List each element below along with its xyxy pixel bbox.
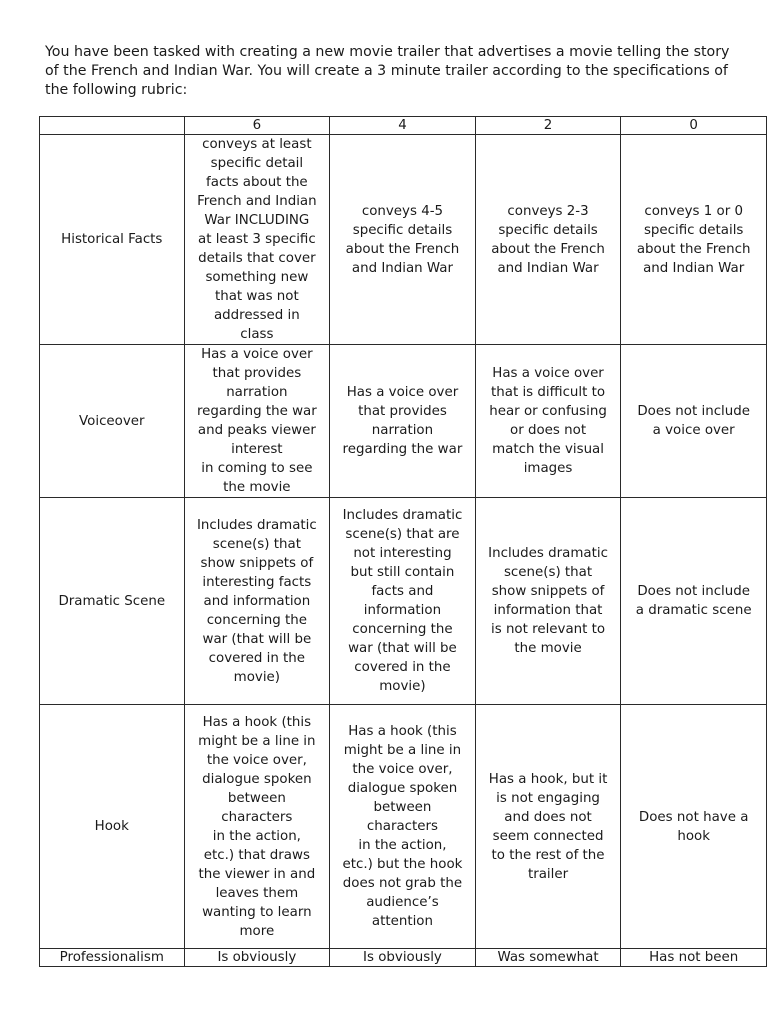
cell-text-line: Was somewhat [497, 950, 599, 965]
rubric-cell-score-0 [621, 705, 767, 949]
rubric-cell-score-2 [475, 949, 621, 967]
cell-text-line: Includes dramatic [196, 517, 317, 533]
cell-text-line: that was not [214, 289, 299, 304]
cell-text-line: French and Indian [197, 194, 317, 209]
cell-text-line: information [363, 603, 442, 618]
cell-text-line: specific details [498, 222, 598, 238]
criterion-label: Historical Facts [40, 135, 185, 345]
rubric-cell-score-2 [475, 345, 621, 498]
cell-text-line: might be a line in [343, 743, 462, 758]
cell-text-line: does not grab the [342, 876, 463, 891]
criterion-label: Hook [40, 705, 185, 949]
cell-text-line: Has a voice over [346, 385, 459, 400]
cell-text-line: seem connected [492, 828, 604, 844]
intro-line: of the French and Indian War. You will create a 3 minute trailer according to the specifications of [45, 63, 728, 79]
rubric-cell-score-0 [621, 345, 767, 498]
cell-text-line: about the French [636, 241, 751, 257]
cell-text-line: dialogue spoken [347, 781, 458, 796]
cell-text-line: attention [371, 914, 433, 929]
cell-text-line: specific detail [210, 156, 304, 171]
cell-text-line: characters [366, 819, 438, 834]
rubric-cell-score-4 [330, 705, 476, 949]
cell-text-line: scene(s) that [212, 536, 301, 552]
cell-text-line: facts and [371, 584, 434, 599]
cell-text-line: and does not [504, 809, 592, 825]
cell-text-line: Has a hook (this [348, 724, 457, 739]
rubric-row-professionalism [40, 949, 767, 967]
cell-text-line: and Indian War [643, 260, 745, 276]
cell-text-line: Includes dramatic [488, 546, 608, 561]
cell-text-line: interesting facts [202, 574, 312, 590]
rubric-cell-score-4 [330, 498, 476, 705]
cell-text-line: but still contain [350, 565, 455, 580]
rubric-cell-score-6 [184, 498, 330, 705]
cell-text-line: Is obviously [363, 950, 442, 965]
cell-text-line: might be a line in [198, 733, 316, 749]
criterion-label: Voiceover [40, 345, 185, 498]
cell-text-line: the viewer in and [198, 866, 316, 882]
cell-text-line: War INCLUDING [204, 213, 310, 228]
header-score-0: 0 [621, 117, 767, 135]
cell-text-line: the movie [514, 641, 582, 656]
cell-text-line: narration [226, 385, 288, 400]
rubric-cell-score-0 [621, 498, 767, 705]
cell-text-line: specific details [643, 222, 744, 238]
rubric-cell-score-0 [621, 135, 767, 345]
cell-text-line: is not engaging [496, 790, 600, 806]
header-criterion-cell [40, 117, 185, 135]
cell-text-line: in the action, [358, 838, 447, 853]
rubric-table [39, 116, 767, 967]
cell-text-line: concerning the [206, 612, 308, 628]
rubric-row-dramatic-scene [40, 498, 767, 705]
cell-text-line: hook [677, 828, 710, 844]
cell-text-line: movie) [233, 669, 281, 685]
cell-text-line: trailer [527, 866, 569, 882]
cell-text-line: images [523, 461, 573, 476]
cell-text-line: Has not been [649, 950, 739, 965]
rubric-cell-score-6 [184, 135, 330, 345]
cell-text-line: the voice over, [206, 752, 307, 768]
rubric-row-historical-facts [40, 135, 767, 345]
cell-text-line: etc.) but the hook [342, 857, 463, 872]
cell-text-line: regarding the war [342, 442, 463, 457]
cell-text-line: conveys 1 or 0 [644, 203, 743, 219]
rubric-cell-score-2 [475, 498, 621, 705]
cell-text-line: Has a hook (this [202, 714, 312, 730]
cell-text-line: between [373, 800, 432, 815]
cell-text-line: about the French [345, 241, 460, 257]
cell-text-line: concerning the [352, 622, 453, 637]
intro-line: You have been tasked with creating a new movie trailer that advertises a movie telling the story [45, 44, 730, 60]
cell-text-line: Does not include [637, 584, 751, 599]
cell-text-line: Does not have a [638, 809, 749, 825]
cell-text-line: and Indian War [351, 260, 454, 276]
rubric-row-voiceover [40, 345, 767, 498]
cell-text-line: audience’s [366, 895, 439, 910]
cell-text-line: show snippets of [491, 584, 605, 599]
cell-text-line: movie) [379, 679, 426, 694]
cell-text-line: narration [371, 423, 434, 438]
cell-text-line: scene(s) that are [345, 527, 460, 542]
rubric-cell-score-6 [184, 345, 330, 498]
cell-text-line: addressed in [213, 308, 300, 323]
cell-text-line: Has a voice over [492, 366, 604, 381]
criterion-label: Professionalism [40, 949, 185, 967]
cell-text-line: is not relevant to [490, 622, 606, 637]
cell-text-line: in the action, [212, 828, 301, 844]
cell-text-line: the voice over, [352, 762, 453, 777]
cell-text-line: that provides [212, 366, 302, 381]
cell-text-line: war (that will be [202, 631, 312, 647]
criterion-label: Dramatic Scene [40, 498, 185, 705]
cell-text-line: at least 3 specific [197, 232, 316, 247]
cell-text-line: something new [205, 270, 309, 285]
cell-text-line: about the French [491, 241, 605, 257]
rubric-cell-score-4 [330, 135, 476, 345]
cell-text-line: war (that will be [348, 641, 457, 656]
cell-text-line: and Indian War [497, 260, 599, 276]
rubric-cell-score-0 [621, 949, 767, 967]
cell-text-line: dialogue spoken [202, 771, 312, 787]
cell-text-line: in coming to see [201, 461, 313, 476]
cell-text-line: Has a voice over [201, 347, 313, 362]
intro-paragraph [45, 43, 745, 100]
cell-text-line: show snippets of [200, 555, 314, 571]
cell-text-line: conveys 2-3 [507, 203, 589, 219]
cell-text-line: a voice over [652, 423, 735, 438]
rubric-row-hook [40, 705, 767, 949]
cell-text-line: details that cover [198, 251, 316, 266]
cell-text-line: interest [231, 442, 283, 457]
cell-text-line: regarding the war [196, 404, 317, 419]
cell-text-line: Is obviously [217, 950, 297, 965]
cell-text-line: conveys 4-5 [361, 203, 444, 219]
header-score-6: 6 [184, 117, 330, 135]
cell-text-line: class [240, 327, 274, 342]
rubric-header-row [40, 117, 767, 135]
cell-text-line: and information [203, 593, 311, 609]
cell-text-line: not interesting [353, 546, 452, 561]
cell-text-line: Has a hook, but it [488, 771, 608, 787]
cell-text-line: characters [221, 809, 293, 825]
cell-text-line: more [239, 923, 275, 939]
cell-text-line: match the visual [492, 442, 604, 457]
rubric-cell-score-4 [330, 345, 476, 498]
cell-text-line: facts about the [206, 175, 308, 190]
cell-text-line: Includes dramatic [342, 508, 463, 523]
cell-text-line: between [227, 790, 286, 806]
cell-text-line: and peaks viewer [197, 423, 316, 438]
cell-text-line: the movie [223, 480, 291, 495]
cell-text-line: conveys at least [202, 137, 312, 152]
cell-text-line: scene(s) that [503, 565, 593, 580]
cell-text-line: or does not [510, 423, 587, 438]
header-score-2: 2 [475, 117, 621, 135]
cell-text-line: covered in the [354, 660, 451, 675]
cell-text-line: Does not include [637, 404, 751, 419]
cell-text-line: that is difficult to [491, 385, 606, 400]
cell-text-line: a dramatic scene [635, 603, 752, 618]
cell-text-line: specific details [352, 222, 453, 238]
rubric-cell-score-6 [184, 705, 330, 949]
rubric-cell-score-2 [475, 705, 621, 949]
cell-text-line: leaves them [215, 885, 299, 901]
rubric-cell-score-6 [184, 949, 330, 967]
cell-text-line: that provides [358, 404, 447, 419]
cell-text-line: hear or confusing [489, 404, 607, 419]
header-score-4: 4 [330, 117, 476, 135]
intro-line: the following rubric: [45, 82, 188, 98]
cell-text-line: etc.) that draws [203, 847, 310, 863]
cell-text-line: covered in the [208, 650, 306, 666]
cell-text-line: to the rest of the [491, 847, 605, 863]
rubric-cell-score-4 [330, 949, 476, 967]
cell-text-line: wanting to learn [202, 904, 312, 920]
rubric-cell-score-2 [475, 135, 621, 345]
cell-text-line: information that [493, 603, 603, 618]
